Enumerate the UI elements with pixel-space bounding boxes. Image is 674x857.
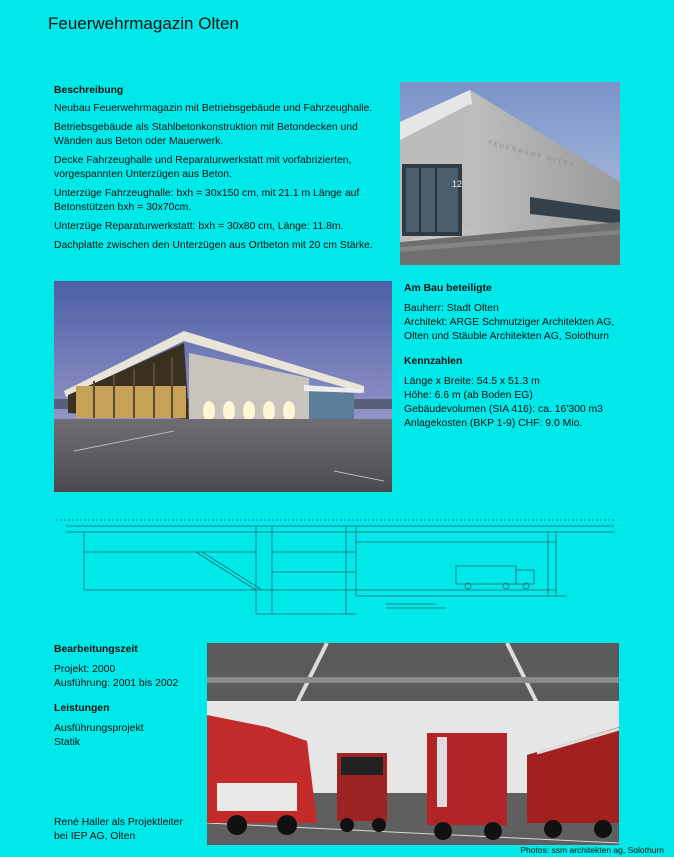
building-dusk-photo xyxy=(54,281,392,492)
description-heading: Beschreibung xyxy=(54,85,124,96)
key-figures-l4: Anlagekosten (BKP 1-9) CHF: 9.0 Mio. xyxy=(404,418,583,429)
description-p2a: Betriebsgebäude als Stahlbetonkonstruktion mit Betondecken und xyxy=(54,122,358,133)
description-p4a: Unterzüge Fahrzeughalle: bxh = 30x150 cm, mit 21.1 m Länge auf xyxy=(54,188,360,199)
services-heading: Leistungen xyxy=(54,703,110,714)
project-lead-l2: bei IEP AG, Olten xyxy=(54,831,136,842)
building-sign-text: FEUERWEHR OLTEN xyxy=(487,140,576,170)
services-l2: Statik xyxy=(54,737,80,748)
description-p3b: vorgespannten Unterzügen aus Beton. xyxy=(54,169,232,180)
timeline-l2: Ausführung: 2001 bis 2002 xyxy=(54,678,179,689)
section-drawing xyxy=(56,506,614,624)
description-p6: Dachplatte zwischen den Unterzügen aus Ortbeton mit 20 cm Stärke. xyxy=(54,240,373,251)
participants-heading: Am Bau beteiligte xyxy=(404,283,492,294)
vehicle-hall-photo xyxy=(207,643,619,845)
key-figures-l3: Gebäudevolumen (SIA 416): ca. 16'300 m3 xyxy=(404,404,603,415)
description-p1: Neubau Feuerwehrmagazin mit Betriebsgebäude und Fahrzeughalle. xyxy=(54,103,373,114)
description-p3a: Decke Fahrzeughalle und Reparaturwerkstatt mit vorfabrizierten, xyxy=(54,155,352,166)
participants-l3: Olten und Stäuble Architekten AG, Solothurn xyxy=(404,331,610,342)
services-l1: Ausführungsprojekt xyxy=(54,723,144,734)
timeline-section xyxy=(54,644,204,750)
facade-photo xyxy=(400,82,620,265)
project-lead-l1: René Haller als Projektleiter xyxy=(54,817,183,828)
participants-section xyxy=(404,283,644,431)
timeline-heading: Bearbeitungszeit xyxy=(54,644,138,655)
page-title: Feuerwehrmagazin Olten xyxy=(48,14,239,33)
timeline-l1: Projekt: 2000 xyxy=(54,664,116,675)
project-lead-section xyxy=(54,816,214,844)
participants-l2: Architekt: ARGE Schmutziger Architekten AG, xyxy=(404,317,615,328)
door-number: 12 xyxy=(452,179,463,189)
participants-l1: Bauherr: Stadt Olten xyxy=(404,303,499,314)
key-figures-heading: Kennzahlen xyxy=(404,356,463,367)
description-section xyxy=(54,85,394,253)
description-p5: Unterzüge Reparaturwerkstatt: bxh = 30x80 cm, Länge: 11.8m. xyxy=(54,221,344,232)
key-figures-l2: Höhe: 6.6 m (ab Boden EG) xyxy=(404,390,533,401)
description-p4b: Betonstützen bxh = 30x70cm. xyxy=(54,202,192,213)
photo-credit: Photos: ssm architekten ag, Solothurn xyxy=(520,845,664,855)
key-figures-l1: Länge x Breite: 54.5 x 51.3 m xyxy=(404,376,540,387)
description-p2b: Wänden aus Beton oder Mauerwerk. xyxy=(54,136,224,147)
